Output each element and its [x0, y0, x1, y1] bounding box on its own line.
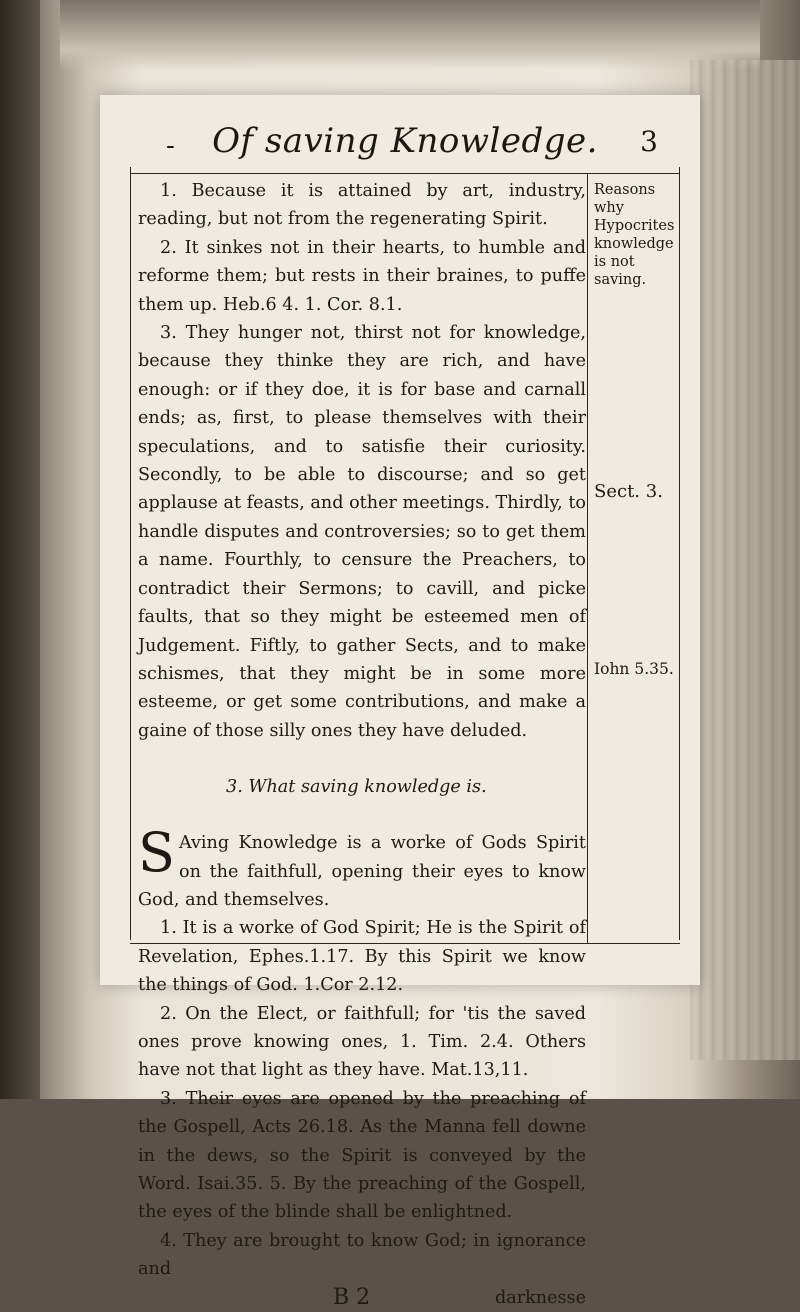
margin-rule	[587, 173, 588, 943]
running-head	[130, 115, 680, 165]
drop-cap: S	[138, 821, 175, 885]
margin-note-reasons: Reasons why Hypocrites knowledge is not saving.	[594, 182, 675, 288]
margin-note-reference: Iohn 5.35.	[594, 660, 674, 678]
paragraph-3: 3. They hunger not, thirst not for knowledge, because they thinke they are rich, and have enough: or if they doe, it is for base and carnall ends; as, first, to please themselves with their speculations, and to satisfie their curiosity. Secondly, to be able to discourse; and so get applause at feasts, and other meetings. Thirdly, to handle disputes and controversies; so to get them a name. Fourthly, to censure the Preachers, to contradict their Sermons; to cavill, and picke faults, that so they might be esteemed men of Judgement. Fiftly, to gather Sects, and to make schismes, that they might be in some more esteeme, or get some contributions, and make a gaine of those silly ones they have deluded.	[138, 323, 586, 741]
paragraph-4	[138, 821, 586, 914]
catch-line	[138, 1284, 586, 1312]
book-spine-shadow	[0, 0, 40, 1099]
paragraph-6: 2. On the Elect, or faithfull; for 'tis the saved ones prove knowing ones, 1. Tim. 2.4. Others have not that light as they have. Mat.13,11.	[138, 1003, 586, 1081]
paragraph-2: 2. It sinkes not in their hearts, to humble and reforme them; but rests in their braines, to puffe them up. Heb.6 4. 1. Cor. 8.1.	[138, 237, 586, 315]
page-top-edge	[60, 0, 760, 70]
paragraph-7: 3. Their eyes are opened by the preaching of the Gospell, Acts 26.18. As the Manna fell downe in the dews, so the Spirit is conveyed by the Word. Isai.35. 5. By the preaching of the Gospell, the eyes of the blinde shall be enlightned.	[138, 1088, 586, 1223]
paragraph-1: 1. Because it is attained by art, industry, reading, but not from the regenerating Spirit.	[138, 181, 586, 230]
book-page	[100, 95, 700, 1310]
paragraph-4-text: Aving Knowledge is a worke of Gods Spirit on the faithfull, opening their eyes to know God, and themselves.	[138, 833, 586, 910]
spacer	[138, 801, 586, 829]
margin-note-section: Sect. 3.	[594, 481, 663, 502]
running-head-title: Of saving Knowledge.	[212, 121, 598, 161]
paragraph-5: 1. It is a worke of God Spirit; He is the Spirit of Revelation, Ephes.1.17. By this Spirit we know the things of God. 1.Cor 2.12.	[138, 918, 586, 996]
paragraph-8: 4. They are brought to know God; in ignorance and	[138, 1230, 586, 1280]
main-text	[138, 177, 586, 1312]
spacer	[138, 745, 586, 773]
page-number: 3	[640, 125, 658, 158]
signature-mark: B 2	[333, 1284, 371, 1310]
section-heading	[138, 773, 586, 801]
section-heading-text: 3. What saving knowledge is.	[226, 777, 487, 798]
running-head-dash: -	[166, 131, 175, 161]
page-fore-edge	[690, 60, 800, 1060]
catchword: darknesse	[494, 1287, 586, 1308]
